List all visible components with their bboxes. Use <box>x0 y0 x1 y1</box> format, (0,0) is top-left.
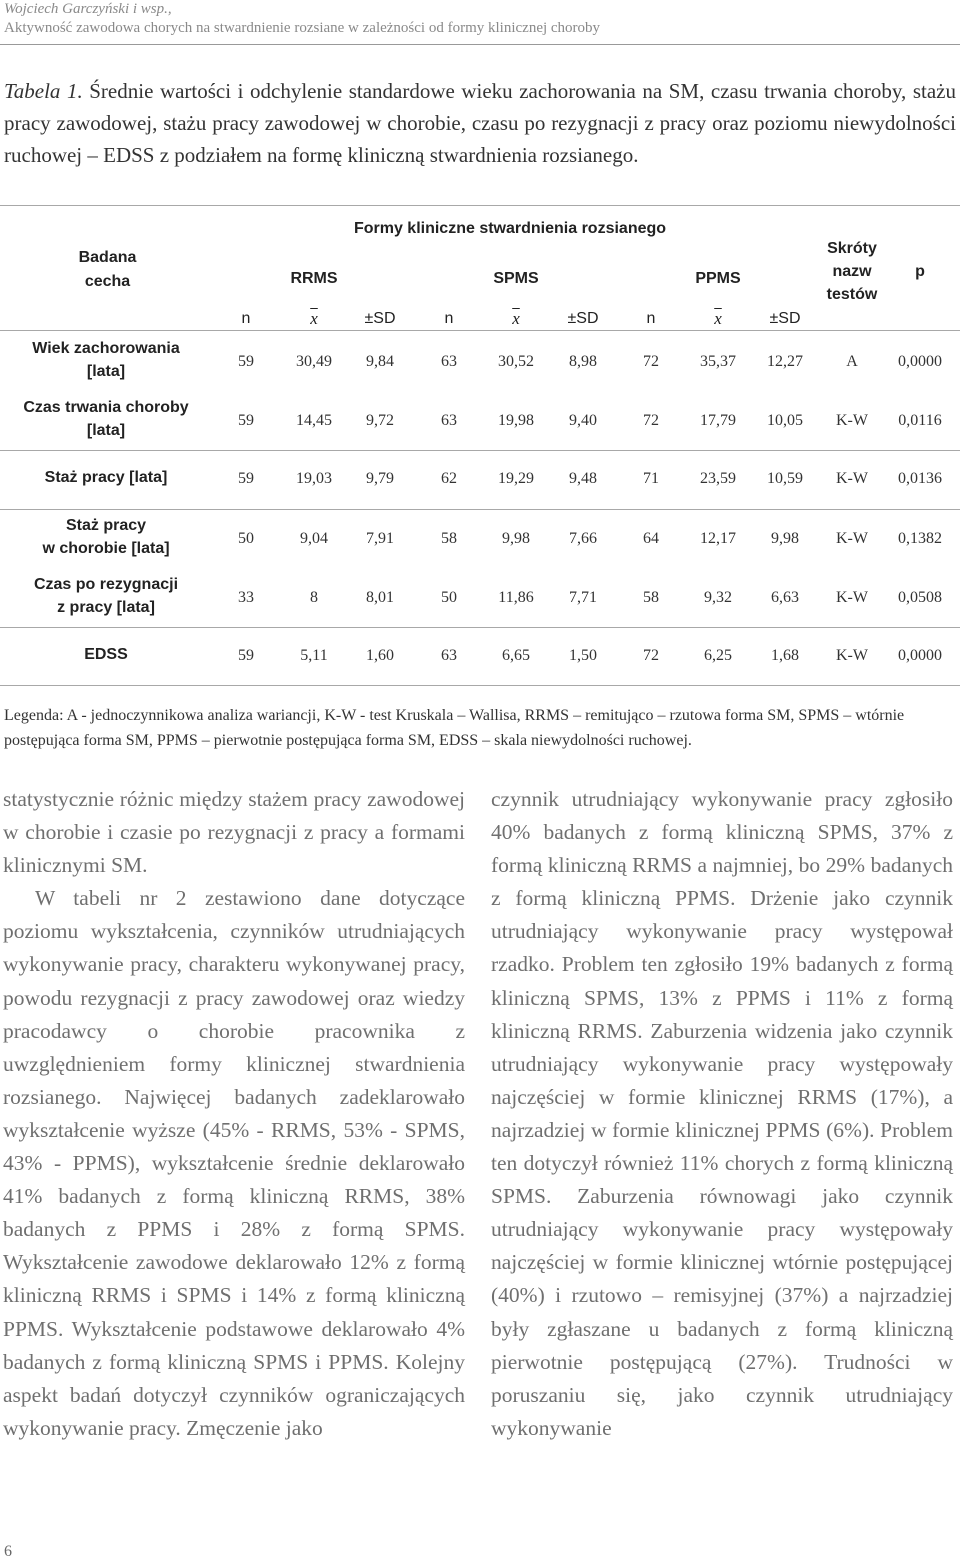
cell-n: 59 <box>238 470 254 487</box>
subheader-sd-spms: ±SD <box>567 310 599 327</box>
row-label: Czas po rezygnacji <box>33 576 179 593</box>
table-top-rule <box>0 205 960 206</box>
running-head-authors: Wojciech Garczyński i wsp., <box>4 1 172 17</box>
cell-mean: 6,65 <box>502 647 530 664</box>
row-label: EDSS <box>84 645 128 663</box>
cell-sd: 12,27 <box>767 353 803 370</box>
cell-test: K-W <box>836 470 868 487</box>
cell-p: 0,0000 <box>898 647 942 664</box>
cell-n: 59 <box>238 412 254 429</box>
cell-n: 63 <box>441 412 457 429</box>
cell-p: 0,0508 <box>898 589 942 606</box>
cell-mean: 9,04 <box>300 530 328 547</box>
cell-n: 72 <box>643 412 659 429</box>
cell-mean: 9,32 <box>704 589 732 606</box>
body-column-left <box>3 783 465 1445</box>
left-paragraph-2: W tabeli nr 2 zestawiono dane dotyczące poziomu wykształcenia, czynników utrudniających wykonywanie pracy, charakteru wykonywanej pracy, powodu rezygnacji z pracy zawodowej oraz wiedzy pracodawcy o chorobie pracownika z uwzględnieniem formy klinicznej stwardnienia rozsianego. Najwięcej badanych zadeklarowało wykształcenie wyższe (45% - RRMS, 53% - SPMS, 43% - PPMS), wykształcenie średnie deklarowało 41% badanych z formą kliniczną RRMS, 38% badanych z PPMS i 28% z formą SPMS. Wykształcenie zawodowe deklarowało 12% z formą kliniczną RRMS i SPMS i 14% z formą kliniczną PPMS. Wykształcenie podstawowe deklarowało 4% badanych z formą kliniczną SPMS i PPMS. Kolejny aspekt badań dotyczył czynników ograniczających wykonywanie pracy. Zmęczenie jako <box>3 886 465 1440</box>
running-head-title: Aktywność zawodowa chorych na stwardnienie rozsiane w zależności od formy klinicznej choroby <box>4 20 601 36</box>
cell-n: 58 <box>643 589 659 606</box>
group-header-spms: SPMS <box>493 270 539 287</box>
table-caption-label: Tabela 1. <box>4 79 83 103</box>
cell-n: 50 <box>441 589 457 606</box>
cell-mean: 5,11 <box>300 647 328 664</box>
cell-test: K-W <box>836 412 868 429</box>
running-head <box>4 0 944 38</box>
subheader-mean-spms: $\overline{x}$ <box>512 309 520 328</box>
p-header: p <box>915 263 925 280</box>
forms-header: Formy kliniczne stwardnienia rozsianego <box>353 220 667 237</box>
cell-sd: 7,66 <box>569 530 597 547</box>
row-label: w chorobie [lata] <box>42 540 170 557</box>
cell-mean: 35,37 <box>700 353 736 370</box>
cell-sd: 8,01 <box>366 589 394 606</box>
cell-test: K-W <box>836 589 868 606</box>
body-column-right <box>491 783 953 1445</box>
cell-mean: 19,98 <box>498 412 534 429</box>
left-paragraph-1: statystycznie różnic między stażem pracy zawodowej w chorobie i czasie po rezygnacji z pracy a formami klinicznymi SM. <box>3 787 465 878</box>
tests-header-line2: nazw <box>832 263 872 280</box>
cell-p: 0,0116 <box>898 412 942 429</box>
table-legend: Legenda: A - jednoczynnikowa analiza wariancji, K-W - test Kruskala – Wallisa, RRMS – remitująco – rzutowa forma SM, SPMS – wtórnie postępująca forma SM, PPMS – pierwotnie postępująca forma SM, EDSS – skala niewydolności ruchowej. <box>4 707 905 749</box>
cell-test: K-W <box>836 647 868 664</box>
table-header-rule <box>0 330 960 331</box>
cell-n: 71 <box>643 470 659 487</box>
cell-n: 59 <box>238 353 254 370</box>
subheader-sd-rrms: ±SD <box>364 310 396 327</box>
cell-mean: 11,86 <box>498 589 534 606</box>
cell-mean: 14,45 <box>296 412 332 429</box>
row-label: Czas trwania choroby <box>23 399 189 416</box>
cell-p: 0,1382 <box>898 530 942 547</box>
feature-header-line1: Badana <box>78 249 137 266</box>
cell-sd: 7,91 <box>366 530 394 547</box>
row-divider <box>0 509 960 510</box>
cell-mean: 30,52 <box>498 353 534 370</box>
page-number: 6 <box>4 1543 12 1560</box>
cell-sd: 9,72 <box>366 412 394 429</box>
cell-sd: 1,50 <box>569 647 597 664</box>
table-caption <box>4 75 956 171</box>
cell-mean: 30,49 <box>296 353 332 370</box>
cell-mean: 19,03 <box>296 470 332 487</box>
cell-mean: 8 <box>310 589 318 606</box>
row-label: Staż pracy <box>65 517 147 534</box>
subheader-mean-ppms: $\overline{x}$ <box>714 309 722 328</box>
subheader-n-ppms: n <box>646 310 656 327</box>
cell-sd: 9,40 <box>569 412 597 429</box>
row-label: Staż pracy [lata] <box>44 468 168 486</box>
subheader-n-rrms: n <box>241 310 251 327</box>
cell-mean: 6,25 <box>704 647 732 664</box>
cell-mean: 17,79 <box>700 412 736 429</box>
cell-sd: 1,60 <box>366 647 394 664</box>
cell-n: 62 <box>441 470 457 487</box>
cell-n: 63 <box>441 647 457 664</box>
cell-n: 50 <box>238 530 254 547</box>
cell-test: K-W <box>836 530 868 547</box>
cell-mean: 23,59 <box>700 470 736 487</box>
cell-sd: 7,71 <box>569 589 597 606</box>
cell-n: 63 <box>441 353 457 370</box>
group-header-ppms: PPMS <box>695 270 741 287</box>
row-label: [lata] <box>86 363 126 380</box>
cell-p: 0,0136 <box>898 470 942 487</box>
group-header-rrms: RRMS <box>290 270 338 287</box>
cell-sd: 10,59 <box>767 470 803 487</box>
subheader-sd-ppms: ±SD <box>769 310 801 327</box>
row-divider <box>0 627 960 628</box>
cell-n: 58 <box>441 530 457 547</box>
row-label: [lata] <box>86 422 126 439</box>
table-caption-text: Średnie wartości i odchylenie standardowe wieku zachorowania na SM, czasu trwania choroby, stażu pracy zawodowej, stażu pracy zawodowej w chorobie, czasu po rezygnacji z pracy oraz poziomu niewydolności ruchowej – EDSS z podziałem na formę kliniczną stwardnienia rozsianego. <box>4 79 956 167</box>
cell-p: 0,0000 <box>898 353 942 370</box>
cell-mean: 19,29 <box>498 470 534 487</box>
right-paragraph-1: czynnik utrudniający wykonywanie pracy zgłosiło 40% badanych z formą kliniczną SPMS, 37% z formą kliniczną RRMS a najmniej, bo 29% badanych z formą kliniczną PPMS. Drżenie jako czynnik utrudniający wykonywanie pracy występował rzadko. Problem ten zgłosiło 19% badanych z formą kliniczną SPMS, 13% z PPMS i 11% z formą kliniczną RRMS. Zaburzenia widzenia jako czynnik utrudniający wykonywanie pracy występowały najczęściej w formie klinicznej RRMS (17%), a najrzadziej w formie klinicznej PPMS (6%). Problem ten dotyczył również 11% chorych z formą kliniczną SPMS. Zaburzenia równowagi jako czynnik utrudniający wykonywanie pracy występowały najczęściej w formie klinicznej wtórnie postępującej (40%) i rzutowo – remisyjnej (37%) a najrzadziej były zgłaszane u badanych z formą kliniczną pierwotnie postępującą (27%). Trudności w poruszaniu się, jako czynnik utrudniający wykonywanie <box>491 787 953 1440</box>
row-divider <box>0 685 960 686</box>
cell-test: A <box>846 353 858 370</box>
cell-sd: 8,98 <box>569 353 597 370</box>
cell-sd: 9,48 <box>569 470 597 487</box>
row-label: z pracy [lata] <box>57 599 155 616</box>
cell-n: 59 <box>238 647 254 664</box>
cell-sd: 10,05 <box>767 412 803 429</box>
feature-header-line2: cecha <box>84 273 131 290</box>
cell-mean: 9,98 <box>502 530 530 547</box>
cell-sd: 9,98 <box>771 530 799 547</box>
cell-sd: 1,68 <box>771 647 799 664</box>
header-divider <box>0 44 960 45</box>
subheader-mean-rrms: $\overline{x}$ <box>310 309 318 328</box>
row-label: Wiek zachorowania <box>32 340 180 357</box>
cell-sd: 9,84 <box>366 353 394 370</box>
cell-mean: 12,17 <box>700 530 736 547</box>
cell-n: 64 <box>643 530 659 547</box>
cell-sd: 9,79 <box>366 470 394 487</box>
subheader-n-spms: n <box>444 310 454 327</box>
row-divider <box>0 450 960 451</box>
tests-header-line1: Skróty <box>827 240 877 257</box>
tests-header-line3: testów <box>826 286 878 303</box>
cell-n: 33 <box>238 589 254 606</box>
cell-n: 72 <box>643 353 659 370</box>
cell-sd: 6,63 <box>771 589 799 606</box>
cell-n: 72 <box>643 647 659 664</box>
